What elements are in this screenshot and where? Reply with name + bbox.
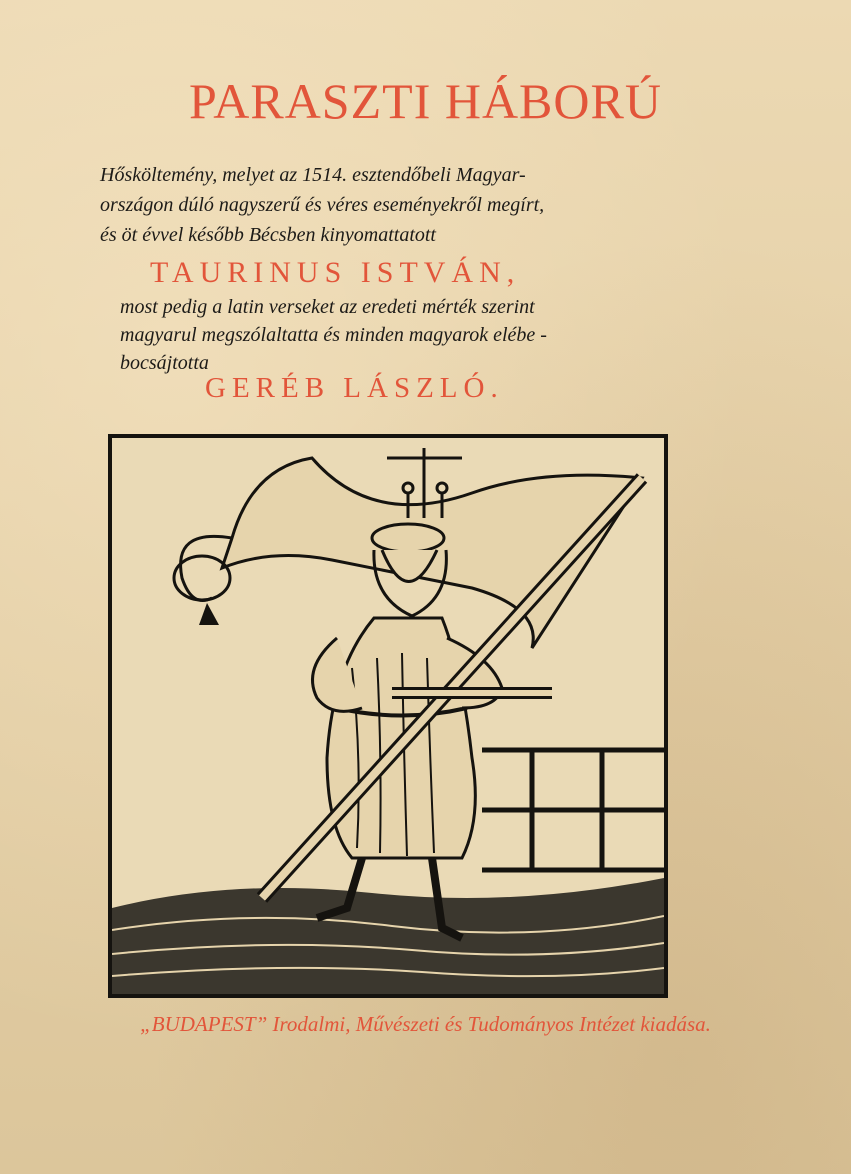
translation-line: bocsájtotta <box>120 352 209 374</box>
translation-line: magyarul megszólaltatta és minden magyarok elébe - <box>120 324 547 346</box>
peasant-standard-bearer-image <box>112 438 664 994</box>
translator-name: GERÉB LÁSZLÓ. <box>205 372 504 404</box>
woodcut-illustration <box>108 434 668 998</box>
book-title: PARASZTI HÁBORÚ <box>189 73 662 129</box>
translation-line: most pedig a latin verseket az eredeti mérték szerint <box>120 296 535 318</box>
subtitle-line: Hősköltemény, melyet az 1514. esztendőbeli Magyar- <box>100 164 526 186</box>
publisher-line: „BUDAPEST” Irodalmi, Művészeti és Tudományos Intézet kiadása. <box>140 1012 711 1036</box>
author-name: TAURINUS ISTVÁN, <box>150 256 521 289</box>
subtitle-line: és öt évvel később Bécsben kinyomattatott <box>100 224 436 246</box>
subtitle-line: országon dúló nagyszerű és véres eseményekről megírt, <box>100 194 545 216</box>
